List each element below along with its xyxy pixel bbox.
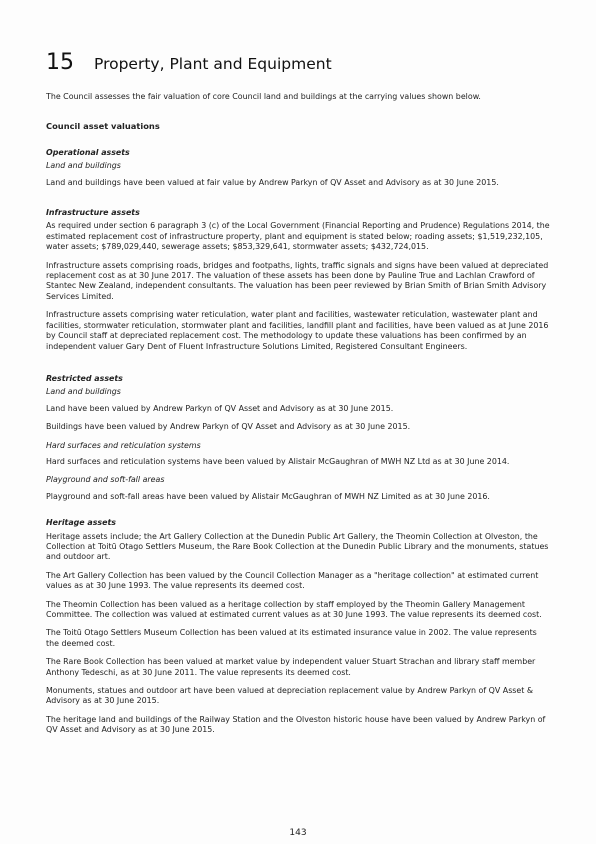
- heritage-paragraph: The Rare Book Collection has been valued at market value by independent valuer Stuart Strachan and library staff member Anthony Tedeschi, as at 30 June 2011. The value represents its deemed cost.: [46, 657, 536, 677]
- heritage-paragraph: Monuments, statues and outdoor art have been valued at depreciation replacement value by Andrew Parkyn of QV Asset & Advisory as at 30 June 2015.: [46, 686, 534, 706]
- heritage-paragraph: The Theomin Collection has been valued as a heritage collection by staff employed by the Theomin Gallery Management Committee. The collection was valued at estimated current values as at 30 June 1993. The value represents its deemed cost.: [46, 599, 542, 619]
- infrastructure-paragraph-3: Infrastructure assets comprising water reticulation, water plant and facilities, wastewater reticulation, wastewater plant and facilities, stormwater reticulation, stormwater plant and facilities, landfill plant and facilities, have been valued as at June 2016 by Council staff at depreciated replacement cost. The methodology to update these valuations has been confirmed by an independent valuer Gary Dent of Fluent Infrastructure Solutions Limited, Registered Consultant Engineers.: [46, 310, 549, 351]
- restricted-buildings-text: Buildings have been valued by Andrew Parkyn of QV Asset and Advisory as at 30 June 2015.: [46, 422, 411, 432]
- operational-subheading: Land and buildings: [46, 161, 121, 171]
- restricted-subheading-hard-surfaces: Hard surfaces and reticulation systems: [46, 440, 201, 450]
- heritage-paragraph: Heritage assets include; the Art Gallery Collection at the Dunedin Public Art Gallery, the Theomin Collection at Olveston, the Collection at Toitū Otago Settlers Museum, the Rare Book Collection at the Dunedin Public Library and the monuments, statues and outdoor art.: [46, 531, 549, 562]
- infrastructure-heading: Infrastructure assets: [46, 208, 140, 218]
- section-header: [46, 50, 332, 75]
- intro-paragraph: The Council assesses the fair valuation of core Council land and buildings at the carrying values shown below.: [46, 92, 481, 101]
- content-body: [46, 92, 552, 744]
- restricted-subheading-playground: Playground and soft-fall areas: [46, 475, 165, 485]
- heritage-heading: Heritage assets: [46, 518, 116, 528]
- section-title: Property, Plant and Equipment: [94, 55, 332, 73]
- infrastructure-paragraph-1: As required under section 6 paragraph 3 (c) of the Local Government (Financial Reporting and Prudence) Regulations 2014, the estimated replacement cost of infrastructure property, plant and equipment is stated below; roading assets; $1,519,232,105, water assets; $789,029,440, sewerage assets; $853,329,641, stormwater assets; $432,724,015.: [46, 221, 550, 252]
- restricted-land-text: Land have been valued by Andrew Parkyn of QV Asset and Advisory as at 30 June 2015.: [46, 403, 394, 413]
- restricted-subheading-land: Land and buildings: [46, 387, 121, 397]
- restricted-playground-text: Playground and soft-fall areas have been valued by Alistair McGaughran of MWH NZ Limited as at 30 June 2016.: [46, 491, 490, 501]
- section-number: 15: [46, 50, 74, 75]
- restricted-hard-surfaces-text: Hard surfaces and reticulation systems have been valued by Alistair McGaughran of MWH NZ Ltd as at 30 June 2014.: [46, 456, 510, 466]
- heritage-paragraph: The Toitū Otago Settlers Museum Collection has been valued at its estimated insurance value in 2002. The value represents the deemed cost.: [46, 628, 537, 648]
- heritage-paragraph: The heritage land and buildings of the Railway Station and the Olveston historic house have been valued by Andrew Parkyn of QV Asset and Advisory as at 30 June 2015.: [46, 714, 546, 735]
- operational-text: Land and buildings have been valued at fair value by Andrew Parkyn of QV Asset and Advisory as at 30 June 2015.: [46, 177, 499, 187]
- page-number: 143: [289, 828, 307, 838]
- operational-heading: Operational assets: [46, 147, 130, 157]
- heritage-paragraph: The Art Gallery Collection has been valued by the Council Collection Manager as a "heritage collection" at estimated current values as at 30 June 1993. The value represents its deemed cost.: [46, 570, 539, 591]
- restricted-heading: Restricted assets: [46, 373, 123, 383]
- infrastructure-paragraph-2: Infrastructure assets comprising roads, bridges and footpaths, lights, traffic signals and signs have been valued at depreciated replacement cost as at 30 June 2017. The valuation of these assets has been done by Pauline True and Lachlan Crawford of Stantec New Zealand, independent consultants. The valuation has been peer reviewed by Brian Smith of Brian Smith Advisory Services Limited.: [46, 260, 549, 301]
- valuations-heading: Council asset valuations: [46, 121, 160, 132]
